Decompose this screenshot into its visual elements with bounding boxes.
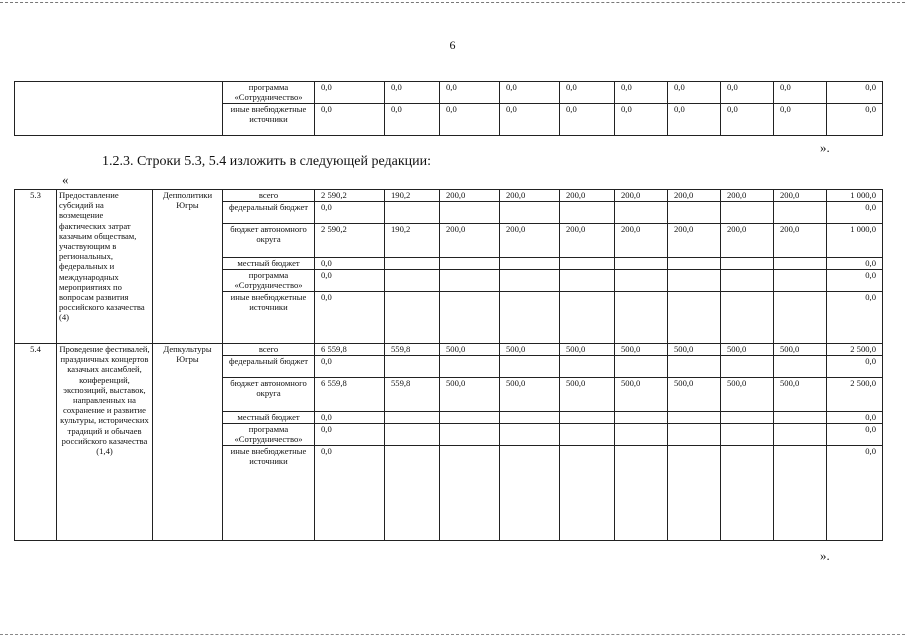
value-cell: 6 559,8 [315, 344, 385, 356]
funding-source-cell: местный бюджет [223, 412, 315, 424]
value-cell [615, 292, 668, 344]
value-cell [500, 202, 560, 224]
value-cell [385, 202, 440, 224]
value-cell: 1 000,0 [827, 190, 883, 202]
value-cell [721, 202, 774, 224]
value-cell: 0,0 [500, 82, 560, 104]
value-cell: 500,0 [721, 378, 774, 412]
value-cell: 190,2 [385, 224, 440, 258]
value-cell [440, 446, 500, 541]
value-cell [615, 202, 668, 224]
value-cell [721, 258, 774, 270]
value-cell [440, 258, 500, 270]
value-cell: 500,0 [668, 378, 721, 412]
value-cell [560, 356, 615, 378]
value-cell [721, 356, 774, 378]
value-cell [774, 270, 827, 292]
value-cell: 500,0 [500, 378, 560, 412]
value-cell: 0,0 [721, 82, 774, 104]
activity-name-cell: Проведение фестивалей, праздничных концертов казачьих ансамблей, конференций, экспозиций, выставок, направленных на сохранение и развитие культуры, исторических традиций и обычаев российского казачества (1,4) [57, 344, 153, 541]
value-cell: 500,0 [560, 378, 615, 412]
value-cell [385, 270, 440, 292]
value-cell: 190,2 [385, 190, 440, 202]
value-cell: 0,0 [315, 356, 385, 378]
value-cell: 0,0 [827, 424, 883, 446]
value-cell [668, 258, 721, 270]
value-cell [500, 412, 560, 424]
value-cell: 500,0 [721, 344, 774, 356]
value-cell [500, 292, 560, 344]
value-cell [615, 270, 668, 292]
value-cell [500, 424, 560, 446]
value-cell [668, 292, 721, 344]
value-cell [560, 270, 615, 292]
value-cell: 0,0 [560, 82, 615, 104]
value-cell: 2 590,2 [315, 224, 385, 258]
value-cell [440, 202, 500, 224]
value-cell: 0,0 [827, 82, 883, 104]
value-cell: 200,0 [774, 190, 827, 202]
table-row [15, 190, 883, 202]
value-cell: 0,0 [827, 104, 883, 136]
value-cell: 200,0 [500, 224, 560, 258]
section-heading: 1.2.3. Строки 5.3, 5.4 изложить в следующей редакции: [102, 154, 432, 169]
funding-source-cell: всего [223, 190, 315, 202]
value-cell: 500,0 [440, 378, 500, 412]
value-cell [721, 270, 774, 292]
funding-source-cell: федеральный бюджет [223, 356, 315, 378]
value-cell: 0,0 [315, 292, 385, 344]
value-cell: 2 500,0 [827, 378, 883, 412]
value-cell [385, 412, 440, 424]
value-cell [615, 412, 668, 424]
value-cell: 200,0 [440, 190, 500, 202]
top-table [14, 81, 883, 136]
value-cell: 0,0 [615, 82, 668, 104]
value-cell: 0,0 [315, 446, 385, 541]
value-cell: 0,0 [315, 202, 385, 224]
value-cell [774, 446, 827, 541]
value-cell [615, 258, 668, 270]
value-cell: 0,0 [315, 258, 385, 270]
value-cell [500, 446, 560, 541]
row-index-cell: 5.4 [15, 344, 57, 541]
value-cell: 0,0 [827, 412, 883, 424]
value-cell [440, 292, 500, 344]
value-cell: 0,0 [615, 104, 668, 136]
value-cell [774, 356, 827, 378]
value-cell: 0,0 [827, 258, 883, 270]
value-cell [440, 412, 500, 424]
value-cell [560, 258, 615, 270]
value-cell [385, 356, 440, 378]
value-cell: 0,0 [827, 292, 883, 344]
funding-source-cell: бюджет автономного округа [223, 224, 315, 258]
value-cell: 200,0 [721, 190, 774, 202]
funding-source-cell: федеральный бюджет [223, 202, 315, 224]
value-cell: 0,0 [827, 356, 883, 378]
value-cell [500, 356, 560, 378]
value-cell: 2 500,0 [827, 344, 883, 356]
value-cell: 0,0 [385, 82, 440, 104]
value-cell: 200,0 [500, 190, 560, 202]
value-cell [440, 356, 500, 378]
row-index-cell: 5.3 [15, 190, 57, 344]
value-cell: 200,0 [668, 190, 721, 202]
table-row [15, 82, 883, 104]
value-cell: 0,0 [774, 82, 827, 104]
value-cell: 0,0 [668, 82, 721, 104]
value-cell [440, 270, 500, 292]
value-cell [721, 446, 774, 541]
value-cell [721, 412, 774, 424]
value-cell [615, 446, 668, 541]
value-cell: 0,0 [560, 104, 615, 136]
main-table [14, 189, 883, 541]
funding-source-cell: местный бюджет [223, 258, 315, 270]
executor-cell: Депполитики Югры [153, 190, 223, 344]
value-cell: 200,0 [560, 224, 615, 258]
value-cell: 0,0 [668, 104, 721, 136]
funding-source-cell: всего [223, 344, 315, 356]
value-cell: 500,0 [560, 344, 615, 356]
value-cell [774, 424, 827, 446]
value-cell: 2 590,2 [315, 190, 385, 202]
value-cell [668, 424, 721, 446]
value-cell: 500,0 [500, 344, 560, 356]
funding-source-cell: иные внебюджетные источники [223, 104, 315, 136]
scan-edge-top [0, 2, 905, 3]
page-number: 6 [449, 38, 456, 52]
value-cell [668, 356, 721, 378]
value-cell: 200,0 [774, 224, 827, 258]
value-cell: 0,0 [315, 424, 385, 446]
value-cell [385, 446, 440, 541]
funding-source-cell: программа «Сотрудничество» [223, 270, 315, 292]
value-cell: 200,0 [668, 224, 721, 258]
value-cell: 500,0 [774, 378, 827, 412]
value-cell [385, 292, 440, 344]
funding-source-cell: программа «Сотрудничество» [223, 82, 315, 104]
value-cell [721, 424, 774, 446]
value-cell [560, 446, 615, 541]
value-cell [500, 258, 560, 270]
value-cell: 0,0 [315, 270, 385, 292]
value-cell [615, 424, 668, 446]
value-cell: 500,0 [615, 344, 668, 356]
value-cell: 0,0 [721, 104, 774, 136]
value-cell: 559,8 [385, 378, 440, 412]
value-cell [721, 292, 774, 344]
value-cell: 200,0 [721, 224, 774, 258]
value-cell [385, 424, 440, 446]
value-cell: 0,0 [315, 412, 385, 424]
value-cell [560, 202, 615, 224]
value-cell [774, 292, 827, 344]
value-cell: 559,8 [385, 344, 440, 356]
value-cell [668, 446, 721, 541]
value-cell: 200,0 [440, 224, 500, 258]
opening-quote: « [62, 172, 69, 187]
value-cell [668, 202, 721, 224]
value-cell: 0,0 [827, 446, 883, 541]
value-cell: 0,0 [500, 104, 560, 136]
value-cell: 0,0 [440, 104, 500, 136]
value-cell: 6 559,8 [315, 378, 385, 412]
scan-edge-bottom [0, 634, 905, 635]
value-cell [440, 424, 500, 446]
value-cell: 500,0 [440, 344, 500, 356]
value-cell [668, 412, 721, 424]
value-cell: 1 000,0 [827, 224, 883, 258]
table-row [15, 344, 883, 356]
empty-cell [15, 82, 223, 136]
value-cell [385, 258, 440, 270]
value-cell: 200,0 [615, 190, 668, 202]
funding-source-cell: бюджет автономного округа [223, 378, 315, 412]
activity-name-cell: Предоставление субсидий на возмещение фактических затрат казачьим обществам, участвующим в региональных, федеральных и международных мероприятиях по вопросам развития российского казачества (4) [57, 190, 153, 344]
value-cell: 500,0 [774, 344, 827, 356]
value-cell [560, 412, 615, 424]
value-cell: 0,0 [440, 82, 500, 104]
closing-quote-2: ». [820, 548, 830, 563]
value-cell: 0,0 [774, 104, 827, 136]
value-cell: 200,0 [615, 224, 668, 258]
value-cell [560, 424, 615, 446]
value-cell [774, 412, 827, 424]
value-cell [668, 270, 721, 292]
funding-source-cell: программа «Сотрудничество» [223, 424, 315, 446]
value-cell: 0,0 [827, 202, 883, 224]
value-cell [615, 356, 668, 378]
value-cell [500, 270, 560, 292]
executor-cell: Депкультуры Югры [153, 344, 223, 541]
value-cell: 0,0 [827, 270, 883, 292]
value-cell: 500,0 [668, 344, 721, 356]
value-cell: 500,0 [615, 378, 668, 412]
value-cell: 0,0 [315, 104, 385, 136]
value-cell [774, 258, 827, 270]
value-cell [560, 292, 615, 344]
value-cell: 0,0 [385, 104, 440, 136]
value-cell: 200,0 [560, 190, 615, 202]
funding-source-cell: иные внебюджетные источники [223, 446, 315, 541]
value-cell: 0,0 [315, 82, 385, 104]
closing-quote-1: ». [820, 140, 830, 155]
funding-source-cell: иные внебюджетные источники [223, 292, 315, 344]
value-cell [774, 202, 827, 224]
